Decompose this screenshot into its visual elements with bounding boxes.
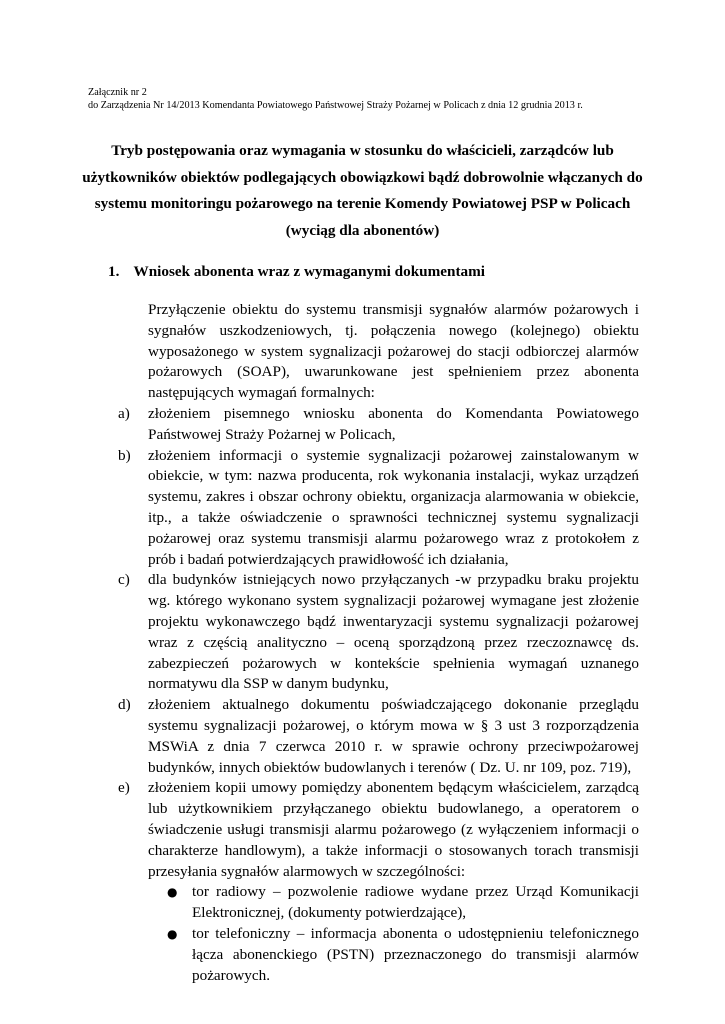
list-item-text: złożeniem kopii umowy pomiędzy abonentem będącym właścicielem, zarządcą lub użytkownikiem przyłączanego obiektu budowlanego, a operatorem o świadczenie usługi transmisji alarmu pożarowego (z wyłączeniem informacji o charakterze handlowym), a także informacji o stosowanych torach transmisji przesyłania sygnałów alarmowych w szczególności: [148,779,639,880]
title-line: systemu monitoringu pożarowego na terenie Komendy Powiatowej PSP w Policach [94,195,631,212]
list-marker: c) [118,571,130,589]
list-item [118,778,639,986]
list-item [118,404,639,446]
section-heading [108,262,485,282]
bullet-icon: ● [167,926,178,941]
list-item-text: złożeniem informacji o systemie sygnalizacji pożarowej zainstalowanym w obiekcie, w tym: nazwa producenta, rok wykonania instalacji, wykaz urządzeń systemu, zakres i obszar ochrony obiektu, organizacja alarmowania w obiekcie, itp., a także oświadczenie o sprawności technicznej systemu sygnalizacji pożarowej oraz systemu transmisji alarmu pożarowego wraz z protokołem z prób i badań potwierdzających prawidłowość ich działania, [148,446,639,568]
bullet-icon: ● [167,885,178,900]
attachment-reference: do Zarządzenia Nr 14/2013 Komendanta Powiatowego Państwowej Straży Pożarnej w Policach z dnia 12 grudnia 2013 r. [88,100,583,111]
transmission-paths-list [148,882,639,986]
list-marker: b) [118,446,131,464]
section-number: 1. [108,263,120,280]
attachment-number: Załącznik nr 2 [88,87,147,98]
title-subtitle: (wyciąg dla abonentów) [285,221,440,239]
bullet-item [167,924,639,986]
list-item [118,695,639,778]
list-item [118,570,639,695]
intro-paragraph: Przyłączenie obiektu do systemu transmisji sygnałów alarmów pożarowych i sygnałów uszkodzeniowych, tj. połączenia nowego (kolejnego) obiektu wyposażonego w system sygnalizacji pożarowej do stacji odbiorczej alarmów pożarowych (SOAP), uwarunkowane jest spełnieniem przez abonenta następujących wymagań formalnych: [148,301,639,402]
attachment-header [88,86,583,112]
section-body [118,300,639,986]
bullet-item [167,882,639,924]
bullet-text: tor radiowy – pozwolenie radiowe wydane przez Urząd Komunikacji Elektronicznej, (dokumenty potwierdzające), [192,883,639,922]
requirements-list [118,404,639,986]
list-item-text: dla budynków istniejących nowo przyłączanych -w przypadku braku projektu wg. którego wykonano system sygnalizacji pożarowej wymagane jest złożenie projektu wykonawczego bądź inwentaryzacji systemu sygnalizacji pożarowej wraz z częścią analityczno – oceną sporządzoną przez rzeczoznawcę ds. zabezpieczeń pożarowych w kontekście spełnienia wymagań uznanego normatywu dla SSP w danym budynku, [148,571,639,693]
title-line: Tryb postępowania oraz wymagania w stosunku do właścicieli, zarządców lub [111,142,614,159]
document-title [80,138,645,244]
title-line: użytkowników obiektów podlegających obowiązkowi bądź dobrowolnie włączanych do [82,168,643,186]
list-item-text: złożeniem pisemnego wniosku abonenta do Komendanta Powiatowego Państwowej Straży Pożarnej w Policach, [148,404,639,443]
list-marker: d) [118,696,131,714]
bullet-text: tor telefoniczny – informacja abonenta o udostępnieniu telefonicznego łącza abonenckiego (PSTN) przeznaczonego do transmisji alarmów pożarowych. [192,924,639,984]
list-marker: a) [118,404,130,422]
section-title: Wniosek abonenta wraz z wymaganymi dokumentami [133,263,485,280]
list-marker: e) [118,779,130,797]
list-item [118,446,639,571]
list-item-text: złożeniem aktualnego dokumentu poświadczającego dokonanie przeglądu systemu sygnalizacji pożarowej, o którym mowa w § 3 ust 3 rozporządzenia MSWiA z dnia 7 czerwca 2010 r. w sprawie ochrony przeciwpożarowej budynków, innych obiektów budowlanych i terenów ( Dz. U. nr 109, poz. 719), [148,696,639,776]
